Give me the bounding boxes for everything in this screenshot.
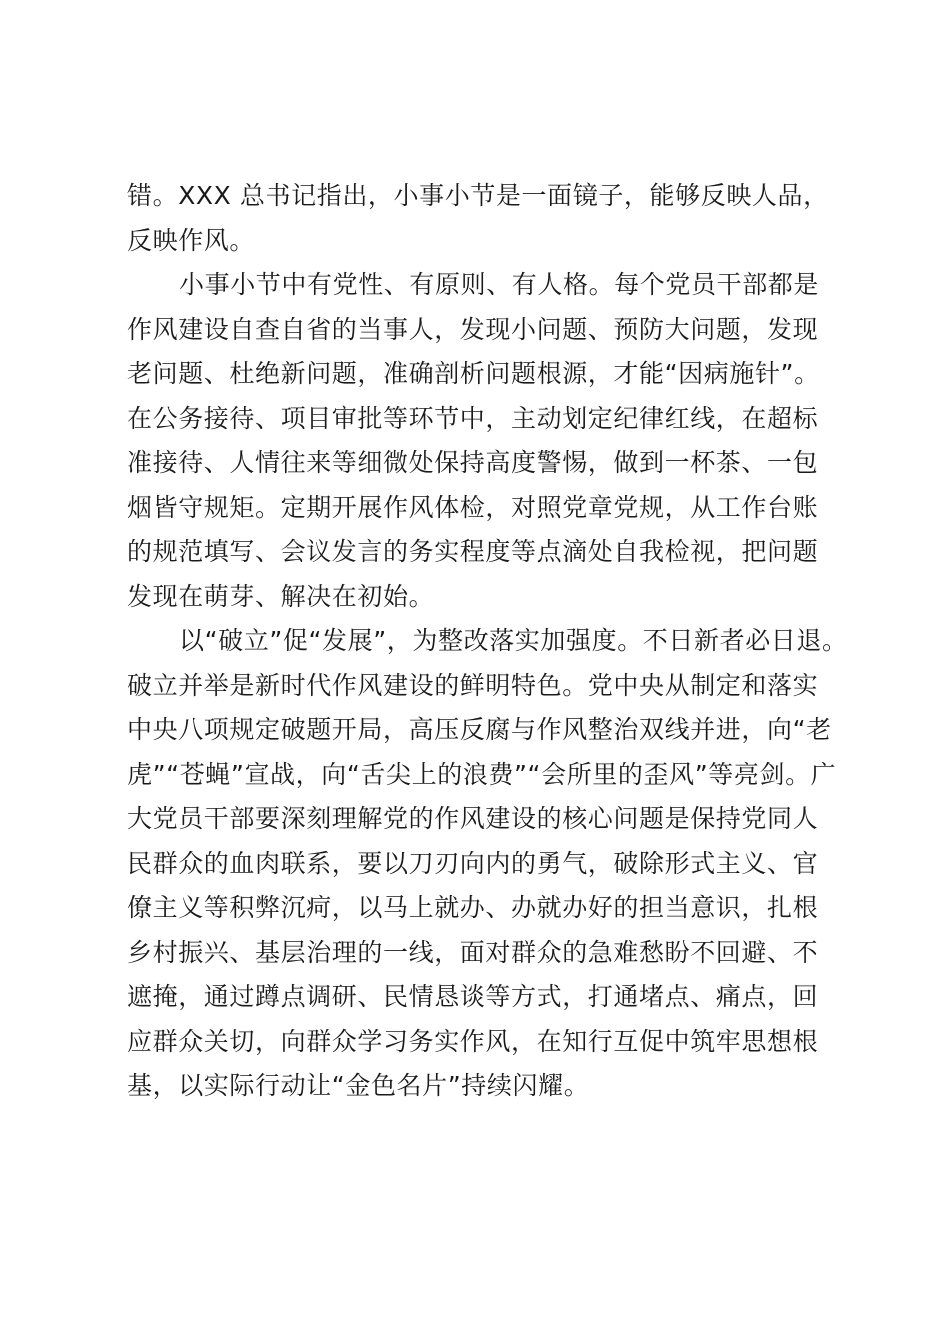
text-line: 遮掩，通过蹲点调研、民情恳谈等方式，打通堵点、痛点，回	[127, 982, 819, 1011]
text-line: 的规范填写、会议发言的务实程度等点滴处自我检视，把问题	[127, 537, 819, 566]
text-line: 中央八项规定破题开局，高压反腐与作风整治双线并进，向“老	[127, 715, 832, 744]
text-line: 基，以实际行动让“金色名片”持续闪耀。	[127, 1071, 590, 1100]
text-line: 乡村振兴、基层治理的一线，面对群众的急难愁盼不回避、不	[127, 937, 819, 967]
text-line: 作风建设自查自省的当事人，发现小问题、预防大问题，发现	[127, 314, 819, 344]
text-line: 发现在萌芽、解决在初始。	[127, 581, 435, 611]
text-line: 破立并举是新时代作风建设的鲜明特色。党中央从制定和落实	[127, 670, 819, 700]
text-line: 僚主义等积弊沉疴，以马上就办、办就办好的担当意识，扎根	[127, 893, 819, 922]
text-line: 烟皆守规矩。定期开展作风体检，对照党章党规，从工作台账	[127, 492, 819, 522]
document-body	[127, 174, 848, 1109]
text-line: 在公务接待、项目审批等环节中，主动划定纪律红线，在超标	[127, 403, 819, 433]
text-line: 虎”“苍蝇”宣战，向“舌尖上的浪费”“会所里的歪风”等亮剑。广	[127, 759, 837, 789]
text-line: 错。XXX 总书记指出，小事小节是一面镜子，能够反映人品，	[127, 181, 829, 210]
text-line: 民群众的血肉联系，要以刀刃向内的勇气，破除形式主义、官	[127, 848, 819, 878]
text-line: 以“破立”促“发展”，为整改落实加强度。不日新者必日退。	[179, 626, 848, 655]
text-line: 应群众关切，向群众学习务实作风，在知行互促中筑牢思想根	[127, 1026, 819, 1056]
text-line: 老问题、杜绝新问题，准确剖析问题根源，才能“因病施针”。	[127, 359, 820, 388]
text-line: 大党员干部要深刻理解党的作风建设的核心问题是保持党同人	[127, 804, 819, 833]
text-line: 小事小节中有党性、有原则、有人格。每个党员干部都是	[179, 270, 820, 299]
text-line: 反映作风。	[127, 225, 256, 255]
text-line: 准接待、人情往来等细微处保持高度警惕，做到一杯茶、一包	[127, 448, 819, 477]
